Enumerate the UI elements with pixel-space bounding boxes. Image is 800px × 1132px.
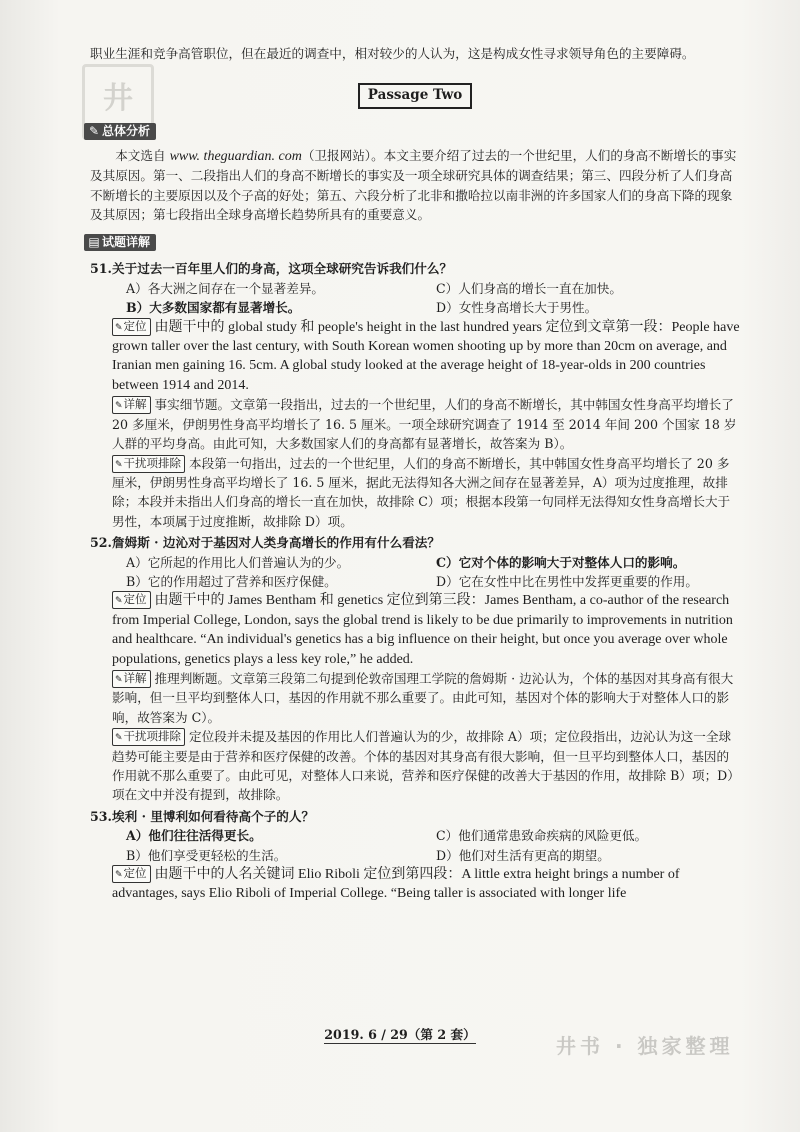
option-d: D）它在女性中比在男性中发挥更重要的作用。 [436, 573, 698, 589]
question-51 [90, 259, 740, 531]
option-a: A）他们往往活得更长。 [126, 828, 262, 844]
pencil-icon: ✎ [115, 401, 123, 412]
distractor-paragraph: ✎干扰项排除 本段第一句指出，过去的一个世纪里，人们的身高不断增长，其中韩国女性身高平均增长了 20 多厘米，伊朗男性身高平均增长了 16. 5 厘米，据此无法得知各大洲之间存在显著差异，A）项为过度推理，故排除；本段并未指出人们身高的增长一直在加快，故排除 C）项；根据本段第一句同样无法得知女性身高增长大于男性，本项属于过度推断，故排除 D）项。 [112, 455, 731, 529]
question-53 [90, 807, 740, 904]
locate-paragraph: ✎定位 由题干中的 James Bentham 和 genetics 定位到第三段：James Bentham, a co-author of the research from Imperial College, London, says the global trend is likely to be due primarily to improvements in nutrition and healthcare. “An individual's genetics has a big influence on their height, but once you average over whole populations, genetics plays a less key role,” he added. [112, 592, 733, 667]
watermark-logo: 井 [82, 64, 154, 140]
passage-title: Passage Two [358, 83, 472, 108]
option-c: C）他们通常患致命疾病的风险更低。 [436, 828, 648, 844]
option-b: B）他们享受更轻松的生活。 [126, 847, 287, 863]
question-52 [90, 533, 740, 805]
question-number: 53. [90, 808, 112, 824]
overall-analysis-label: ✎ 总体分析 [84, 123, 156, 140]
question-stem: 詹姆斯 · 边沁对于基因对人类身高增长的作用有什么看法？ [112, 535, 440, 551]
analysis-paragraph: 本文选自 www. theguardian. com（卫报网站）。本文主要介绍了过去的一个世纪里，人们的身高不断增长的事实及其原因。第一、二段指出人们的身高不断增长的事实及一项全球研究具体的调查结果；第三、四段分析了人们身高不断增长的主要原因以及个子高的好处；第五、六段分析了北非和撒哈拉以南非洲的许多国家人们的身高下降的现象及其原因；第七段指出全球身高增长趋势所具有的重要意义。 [90, 147, 737, 223]
detail-paragraph: ✎详解 推理判断题。文章第三段第二句提到伦敦帝国理工学院的詹姆斯 · 边沁认为，个体的基因对其身高有很大影响，但一旦平均到整体人口，基因的作用就不那么重要了。由此可知，基因对个体的影响大于对整体人口的影响，故答案为 C）。 [112, 670, 734, 725]
option-b: B）大多数国家都有显著增长。 [126, 300, 301, 316]
locate-tag: ✎定位 [112, 591, 151, 609]
pencil-icon: ✎ [115, 733, 123, 744]
book-icon: ▤ [88, 235, 100, 250]
option-list [112, 553, 740, 592]
option-b: B）它的作用超过了营养和医疗保健。 [126, 573, 337, 589]
pencil-icon: ✎ [115, 322, 123, 333]
pencil-icon: ✎ [115, 870, 123, 881]
option-c: C）人们身高的增长一直在加快。 [436, 280, 622, 296]
locate-paragraph: ✎定位 由题干中的 global study 和 people's height in the last hundred years 定位到文章第一段：People have grown taller over the last century, with South Korean women shooting up by more than 20cm on average, and Iranian men gaining 16. 5cm. A global study looked at the average height of 18-year-olds in 200 countries between 1914 and 2014. [112, 318, 740, 393]
watermark-text: 井书 · 独家整理 [556, 1034, 734, 1058]
locate-tag: ✎定位 [112, 318, 151, 336]
passage-header [90, 83, 740, 108]
page-number: 2019. 6 / 29（第 2 套） [324, 1027, 476, 1042]
distractor-paragraph: ✎干扰项排除 定位段并未提及基因的作用比人们普遍认为的少，故排除 A）项；定位段指出，边沁认为这一全球趋势可能主要是由于营养和医疗保健的改善。个体的基因对其身高有很大影响，但一旦平均到整体人口，基因的作用就不那么重要了。由此可见，对整体人口来说，营养和医疗保健的改善大于基因的作用，故排除 B）项；D）项在文中并没有提到，故排除。 [112, 729, 740, 803]
source-url: www. theguardian. com [169, 148, 302, 164]
detail-tag: ✎详解 [112, 670, 151, 688]
option-list [112, 279, 740, 318]
detail-paragraph: ✎详解 事实细节题。文章第一段指出，过去的一个世纪里，人们的身高不断增长，其中韩国女性身高平均增长了 20 多厘米，伊朗男性身高平均增长了 16. 5 厘米。一项全球研究调查了 1914 至 2014 年间 200 个国家 18 岁人群的平均身高。由此可知，大多数国家人们的身高都有显著增长，故答案为 B）。 [112, 397, 737, 452]
locate-paragraph: ✎定位 由题干中的人名关键词 Elio Riboli 定位到第四段：A little extra height brings a number of advantages, says Elio Riboli of Imperial College. “Being taller is associated with longer life [112, 866, 680, 902]
distractor-tag: ✎干扰项排除 [112, 728, 185, 746]
pencil-icon: ✎ [115, 459, 123, 470]
intro-paragraph: 职业生涯和竞争高管职位，但在最近的调查中，相对较少的人认为，这是构成女性寻求领导角色的主要障碍。 [90, 46, 695, 61]
option-c: C）它对个体的影响大于对整体人口的影响。 [436, 554, 686, 570]
question-number: 52. [90, 535, 112, 551]
detail-tag: ✎详解 [112, 396, 151, 414]
locate-tag: ✎定位 [112, 865, 151, 883]
question-stem: 关于过去一百年里人们的身高，这项全球研究告诉我们什么？ [112, 261, 453, 277]
pencil-icon: ✎ [115, 674, 123, 685]
pen-icon: ✎ [88, 123, 100, 138]
option-a: A）它所起的作用比人们普遍认为的少。 [126, 554, 350, 570]
question-number: 51. [90, 261, 112, 277]
option-d: D）他们对生活有更高的期望。 [436, 847, 610, 863]
question-detail-label: ▤ 试题详解 [84, 234, 156, 251]
option-d: D）女性身高增长大于男性。 [436, 300, 598, 316]
question-stem: 埃利 · 里博利如何看待高个子的人？ [112, 808, 315, 824]
option-list [112, 826, 740, 865]
distractor-tag: ✎干扰项排除 [112, 455, 185, 473]
pencil-icon: ✎ [115, 596, 123, 607]
option-a: A）各大洲之间存在一个显著差异。 [126, 280, 325, 296]
document-body [90, 44, 740, 904]
